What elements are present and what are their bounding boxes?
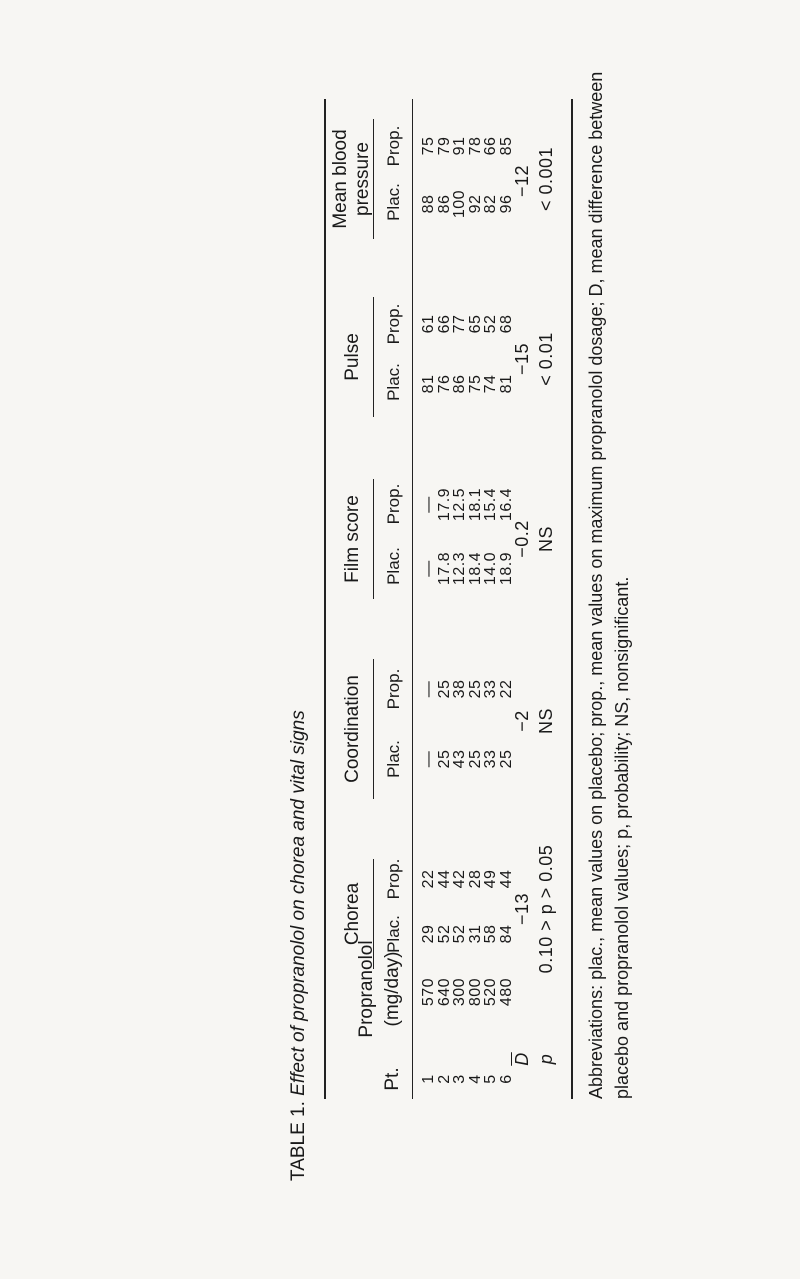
cell-coord-prop: 25 <box>466 679 484 699</box>
summary-film-p: NS <box>536 526 556 553</box>
header-pulse: Pulse <box>342 333 363 381</box>
header-chorea: Chorea <box>342 882 363 946</box>
cell-chorea-plac: 84 <box>497 924 515 944</box>
cell-pt: 3 <box>451 1074 468 1084</box>
footnote-line2: placebo and propranolol values; p, probability; NS, nonsignificant. <box>612 576 632 1099</box>
cell-pulse-prop: 68 <box>497 314 515 334</box>
cell-coord-plac: 33 <box>482 749 499 769</box>
summary-pulse-p: < 0.01 <box>536 332 556 386</box>
cell-dose: 570 <box>420 977 437 1007</box>
cell-film-prop: — <box>420 496 437 513</box>
cell-chorea-plac: 52 <box>435 924 453 944</box>
cell-pt: 4 <box>466 1074 484 1084</box>
cell-chorea-prop: 42 <box>451 869 468 889</box>
cell-dose: 480 <box>497 977 515 1007</box>
cell-coord-plac: — <box>420 750 437 768</box>
cell-chorea-prop: 49 <box>482 869 499 889</box>
sub-chorea-prop: Prop. <box>384 858 403 900</box>
cell-pt: 5 <box>482 1074 499 1084</box>
summary-coord-d: −2 <box>512 710 532 732</box>
summary-pulse-d: −15 <box>512 342 532 376</box>
sub-mbp-plac: Plac. <box>384 183 403 221</box>
header-mbp-line1: Mean blood <box>330 129 351 229</box>
cell-chorea-plac: 31 <box>466 924 484 944</box>
cell-film-prop: 18.1 <box>466 487 484 522</box>
header-mbp-line2: pressure <box>352 142 373 216</box>
table-title <box>288 710 310 1181</box>
table-title-prefix: TABLE 1. <box>288 1095 309 1181</box>
cell-chorea-prop: 28 <box>466 869 484 889</box>
sub-coord-prop: Prop. <box>384 668 403 710</box>
cell-mbp-plac: 86 <box>435 194 453 214</box>
cell-pulse-prop: 61 <box>420 314 437 334</box>
cell-dose: 520 <box>482 977 499 1007</box>
cell-coord-plac: 25 <box>435 749 453 769</box>
summary-coord-p: NS <box>536 708 556 735</box>
cell-film-plac: 18.4 <box>466 551 484 586</box>
summary-chorea-p: 0.10 > p > 0.05 <box>536 844 556 974</box>
cell-film-prop: 17.9 <box>435 487 453 522</box>
cell-pt: 1 <box>420 1074 437 1084</box>
cell-film-plac: 14.0 <box>482 551 499 586</box>
cell-film-plac: 17.8 <box>435 551 453 586</box>
pulse-underline <box>373 297 374 417</box>
cell-coord-prop: 22 <box>497 679 515 699</box>
cell-mbp-prop: 78 <box>466 136 484 156</box>
cell-mbp-plac: 100 <box>451 189 468 219</box>
cell-chorea-prop: 44 <box>497 869 515 889</box>
cell-chorea-prop: 22 <box>420 869 437 889</box>
cell-pulse-prop: 66 <box>435 314 453 334</box>
cell-pulse-plac: 81 <box>497 374 515 394</box>
cell-mbp-prop: 91 <box>451 136 468 156</box>
cell-coord-prop: 33 <box>482 679 499 699</box>
cell-chorea-plac: 58 <box>482 924 499 944</box>
sub-pulse-prop: Prop. <box>384 303 403 345</box>
film-underline <box>373 479 374 599</box>
cell-mbp-plac: 88 <box>420 194 437 214</box>
header-coordination: Coordination <box>342 675 363 783</box>
cell-film-prop: 16.4 <box>497 487 515 522</box>
footnote-line1: Abbreviations: plac., mean values on placebo; prop., mean values on maximum propranolol dosage; D, mean difference between <box>586 71 606 1099</box>
summary-chorea-d: −13 <box>512 892 532 926</box>
summary-film-d: −0.2 <box>512 520 532 558</box>
header-bottom-rule <box>412 99 413 1099</box>
header-film-score: Film score <box>342 495 363 583</box>
sub-pulse-plac: Plac. <box>384 363 403 401</box>
cell-dose: 800 <box>466 977 484 1007</box>
cell-mbp-prop: 75 <box>420 136 437 156</box>
cell-pulse-prop: 77 <box>451 314 468 334</box>
cell-dose: 640 <box>435 977 453 1007</box>
cell-pulse-plac: 75 <box>466 374 484 394</box>
cell-coord-prop: 38 <box>451 679 468 699</box>
table-title-italic: Effect of propranolol on chorea and vital signs <box>288 710 309 1096</box>
cell-mbp-prop: 85 <box>497 136 515 156</box>
cell-chorea-prop: 44 <box>435 869 453 889</box>
bottom-rule <box>571 99 573 1099</box>
cell-coord-prop: 25 <box>435 679 453 699</box>
cell-mbp-plac: 92 <box>466 194 484 214</box>
cell-coord-plac: 43 <box>451 749 468 769</box>
cell-film-plac: 18.9 <box>497 551 515 586</box>
header-propranolol: Propranolol <box>356 940 377 1038</box>
cell-film-plac: — <box>420 560 437 577</box>
cell-mbp-plac: 96 <box>497 194 515 214</box>
summary-mbp-p: < 0.001 <box>536 146 556 212</box>
cell-pulse-prop: 65 <box>466 314 484 334</box>
cell-chorea-plac: 29 <box>420 924 437 944</box>
cell-pt: 6 <box>497 1074 515 1084</box>
cell-dose: 300 <box>451 977 468 1007</box>
cell-mbp-plac: 82 <box>482 194 499 214</box>
top-rule <box>324 99 326 1099</box>
cell-film-prop: 15.4 <box>482 487 499 522</box>
cell-coord-prop: — <box>420 680 437 698</box>
sub-film-plac: Plac. <box>384 547 403 585</box>
cell-pulse-plac: 86 <box>451 374 468 394</box>
cell-pulse-plac: 74 <box>482 374 499 394</box>
sub-mbp-prop: Prop. <box>384 125 403 167</box>
cell-film-prop: 12.5 <box>451 487 468 522</box>
cell-mbp-prop: 66 <box>482 136 499 156</box>
cell-coord-plac: 25 <box>497 749 515 769</box>
summary-p-label: p <box>536 1053 556 1065</box>
cell-chorea-plac: 52 <box>451 924 468 944</box>
sub-film-prop: Prop. <box>384 483 403 525</box>
cell-pulse-plac: 81 <box>420 374 437 394</box>
sub-chorea-plac: Plac. <box>384 915 403 953</box>
summary-dbar-label: $\overline{D}$ <box>512 1052 532 1066</box>
cell-pulse-prop: 52 <box>482 314 499 334</box>
cell-pt: 2 <box>435 1074 453 1084</box>
sub-coord-plac: Plac. <box>384 740 403 778</box>
header-propranolol-unit: (mg/day) <box>382 951 403 1027</box>
cell-coord-plac: 25 <box>466 749 484 769</box>
cell-pulse-plac: 76 <box>435 374 453 394</box>
cell-mbp-prop: 79 <box>435 136 453 156</box>
coordination-underline <box>373 659 374 799</box>
header-pt: Pt. <box>382 1067 403 1091</box>
summary-mbp-d: −12 <box>512 164 532 198</box>
cell-film-plac: 12.3 <box>451 551 468 586</box>
